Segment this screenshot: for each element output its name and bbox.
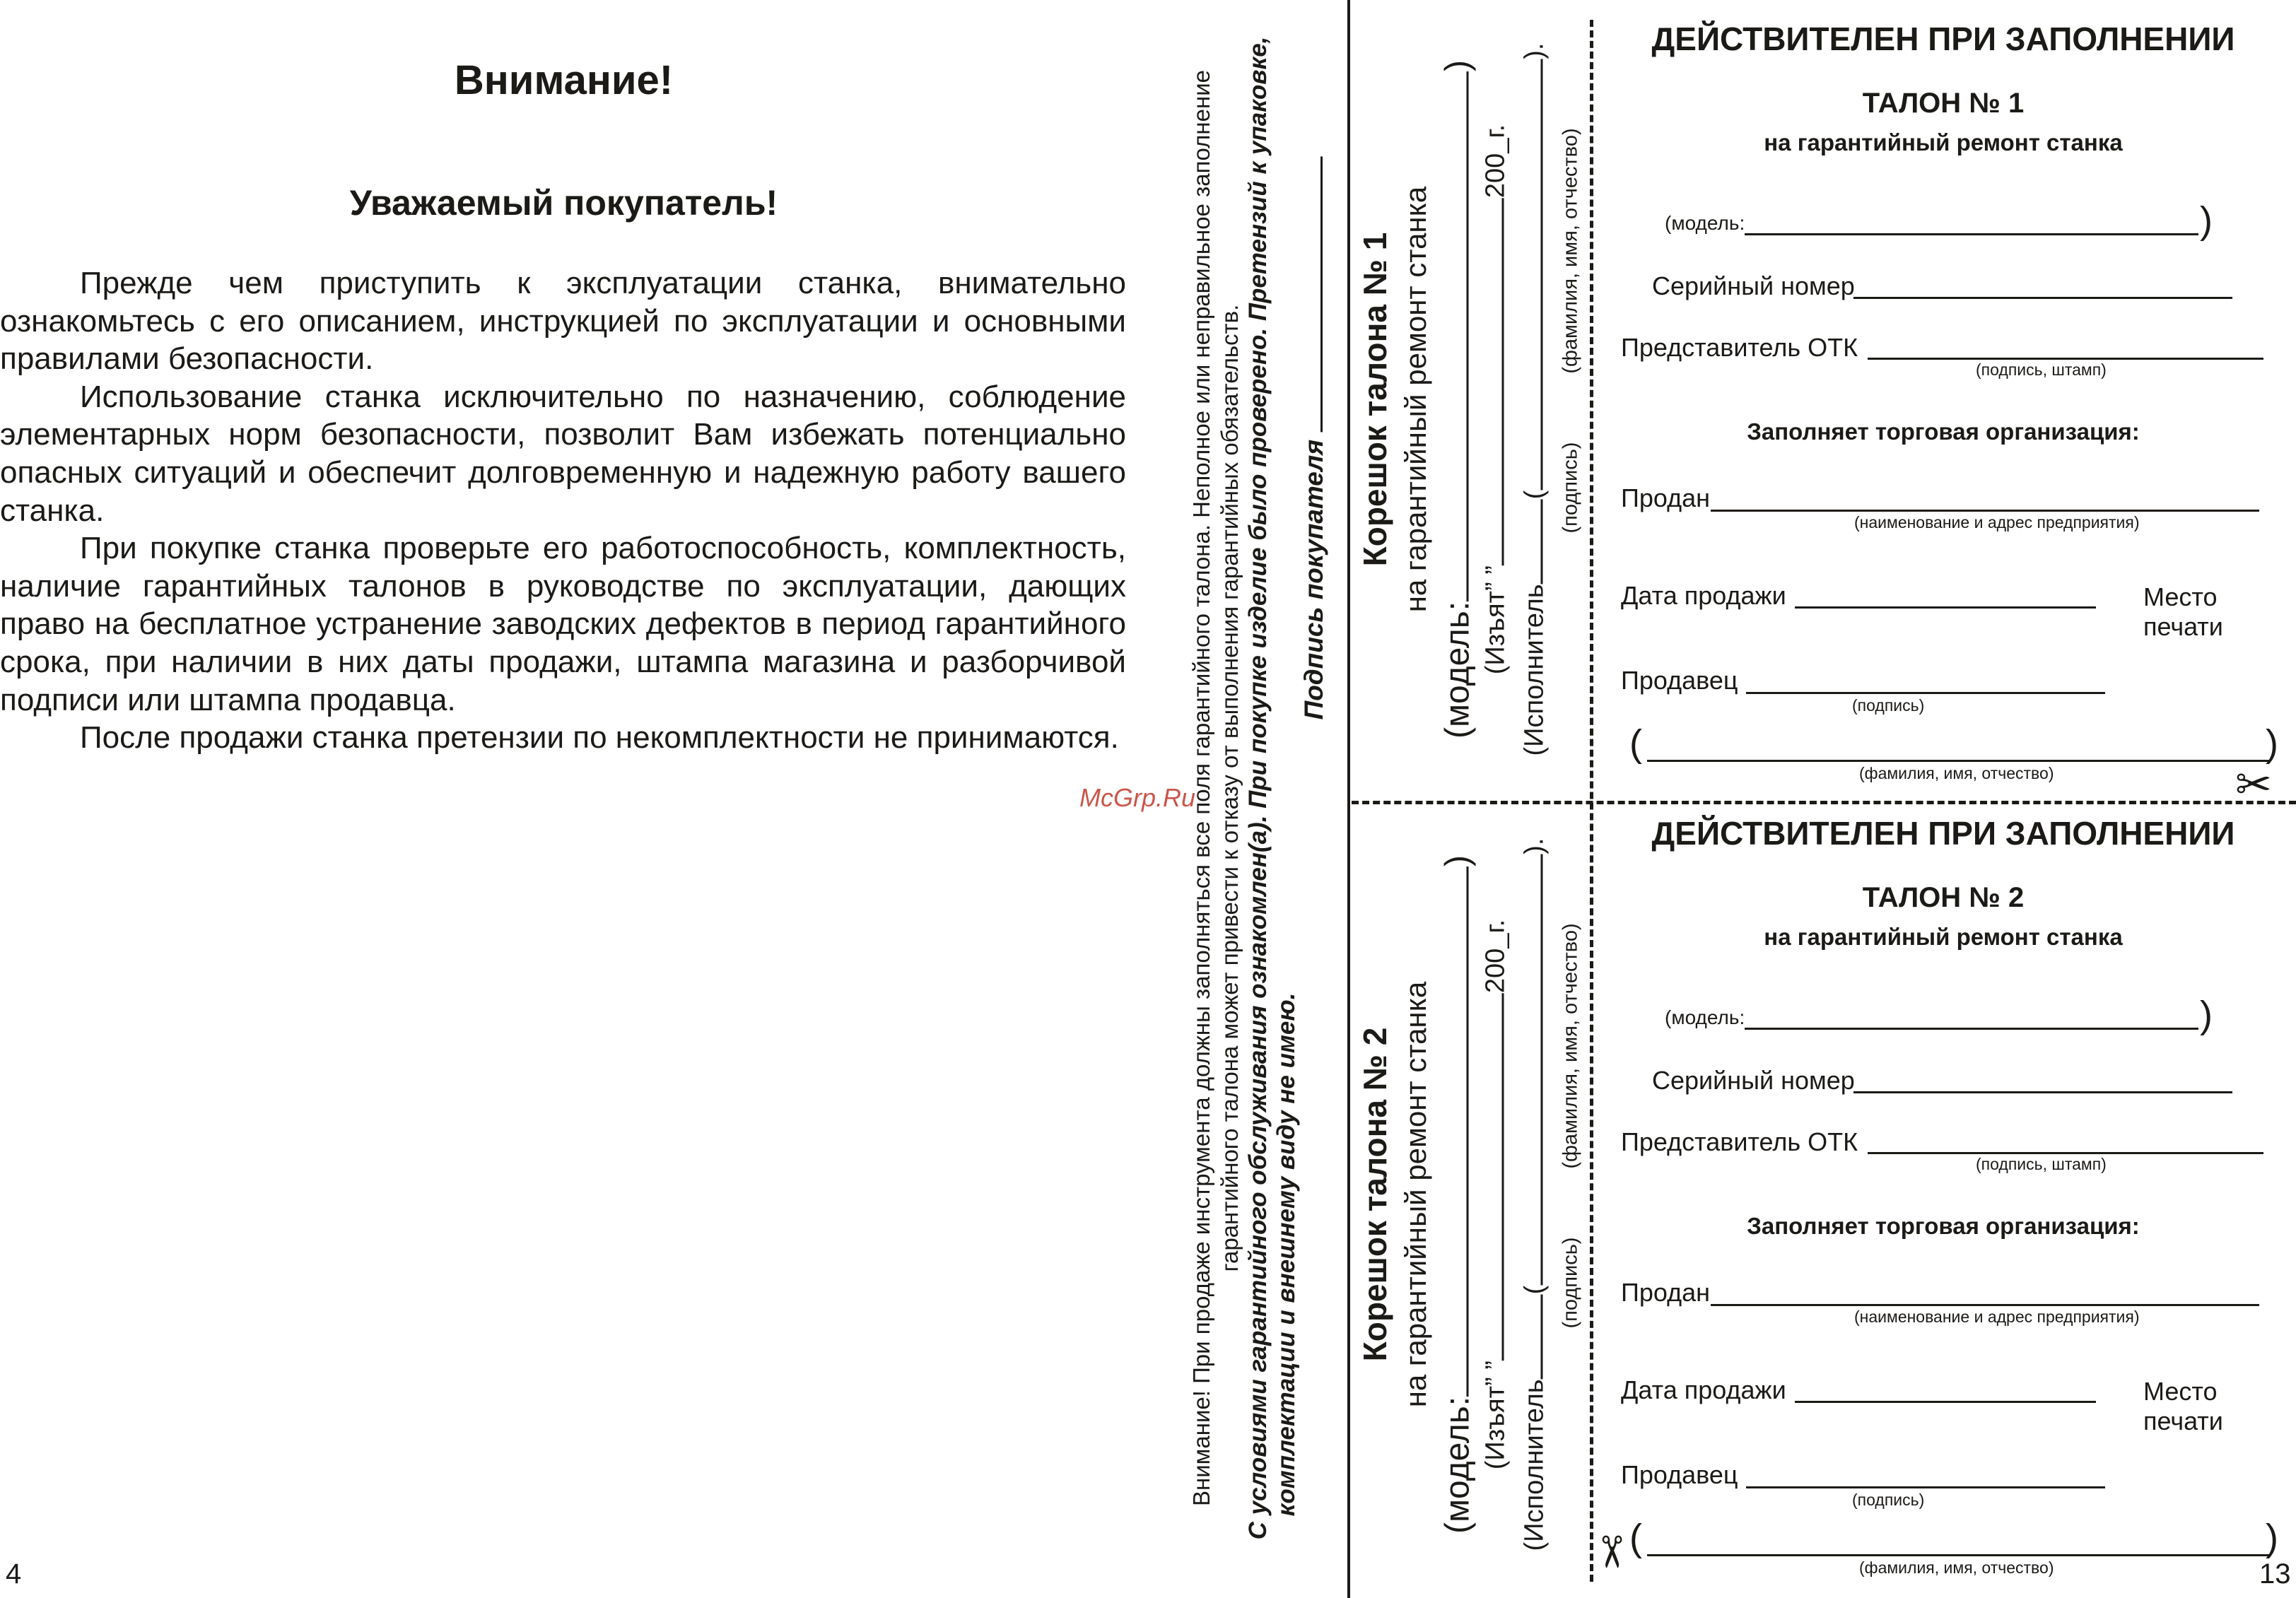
fio-paren-open: ( bbox=[1629, 722, 1642, 765]
notice-line-4: комплектации и внешнему виду не имею. bbox=[1272, 992, 1300, 1517]
seller-field[interactable] bbox=[1746, 692, 2105, 694]
stub-signature-caption: (подпись) bbox=[1559, 442, 1582, 534]
sold-caption: (наименование и адрес предприятия) bbox=[1854, 1308, 2140, 1326]
otk-field[interactable] bbox=[1868, 358, 2263, 360]
buyer-signature-label: Подпись покупателя bbox=[1298, 157, 1329, 720]
stub-title: Корешок талона № 2 bbox=[1357, 1027, 1393, 1362]
stub-subtitle: на гарантийный ремонт станка bbox=[1399, 186, 1432, 613]
date-field[interactable] bbox=[1795, 1401, 2096, 1403]
stub-executor: (Исполнитель(). bbox=[1519, 838, 1550, 1551]
otk-label: Представитель ОТК bbox=[1621, 1127, 1858, 1156]
model-field[interactable] bbox=[1745, 233, 2198, 235]
fio-caption: (фамилия, имя, отчество) bbox=[1859, 1558, 2054, 1577]
seller-caption: (подпись) bbox=[1852, 1491, 1925, 1509]
paragraph: Использование станка исключительно по назначению, соблюдение элементарных норм безопасности, позволит Вам избежать потенциально опасных ситуаций и обеспечит долговременную и надежную работу вашего станка. bbox=[0, 379, 1126, 528]
model-field[interactable] bbox=[1745, 1028, 2198, 1030]
paragraph: После продажи станка претензии по некомплектности не принимаются. bbox=[80, 720, 1119, 756]
date-label: Дата продажи bbox=[1621, 1375, 1786, 1404]
fold-line bbox=[1347, 0, 1350, 1598]
stub-name-line[interactable] bbox=[1518, 854, 1543, 1286]
stub-date-line[interactable] bbox=[1480, 198, 1504, 565]
stub-withdrawn: (Изъят” ”200_г. bbox=[1480, 124, 1511, 675]
stub-model: (модель:) bbox=[1439, 854, 1477, 1534]
model-paren-close: ) bbox=[2200, 199, 2213, 242]
serial-field[interactable] bbox=[1853, 297, 2232, 299]
seller-label: Продавец bbox=[1621, 666, 1738, 695]
fio-paren-close: ) bbox=[2266, 722, 2278, 765]
page-number-right: 13 bbox=[2259, 1558, 2291, 1590]
serial-label: Серийный номер bbox=[1652, 1066, 1855, 1095]
stamp-place-label: Место печати bbox=[2143, 1377, 2223, 1435]
notice-line-2: гарантийного талона может привести к отказу от выполнения гарантийных обязательств. bbox=[1217, 304, 1243, 1272]
seller-field[interactable] bbox=[1746, 1486, 2105, 1488]
trade-org-heading: Заполняет торговая организация: bbox=[1747, 1213, 2140, 1239]
watermark: McGrp.Ru bbox=[1079, 783, 1196, 812]
otk-caption: (подпись, штамп) bbox=[1976, 360, 2107, 379]
scissors-icon: ✂ bbox=[2235, 760, 2272, 809]
seller-caption: (подпись) bbox=[1852, 696, 1925, 715]
stub-name-caption: (фамилия, имя, отчество) bbox=[1559, 923, 1582, 1169]
stub-signature-caption: (подпись) bbox=[1559, 1237, 1582, 1329]
fio-paren-close: ) bbox=[2266, 1517, 2278, 1559]
stub-signature-line[interactable] bbox=[1518, 1294, 1543, 1379]
coupon-talon-number: ТАЛОН № 2 bbox=[1862, 882, 2025, 913]
fio-field[interactable] bbox=[1647, 760, 2269, 762]
otk-label: Представитель ОТК bbox=[1621, 333, 1858, 362]
coupon-talon-number: ТАЛОН № 1 bbox=[1862, 88, 2025, 119]
fio-caption: (фамилия, имя, отчество) bbox=[1859, 764, 2054, 782]
intro-text bbox=[0, 264, 1126, 757]
coupon-subtitle: на гарантийный ремонт станка bbox=[1764, 924, 2123, 950]
stub-date-line[interactable] bbox=[1480, 993, 1504, 1361]
fio-field[interactable] bbox=[1647, 1554, 2269, 1556]
coupon-subtitle: на гарантийный ремонт станка bbox=[1764, 129, 2123, 155]
stub-signature-line[interactable] bbox=[1518, 499, 1543, 584]
sold-field[interactable] bbox=[1711, 1304, 2259, 1306]
buyer-signature-line[interactable] bbox=[1298, 157, 1323, 433]
coupon-2 bbox=[1605, 794, 2282, 1593]
stub-name-caption: (фамилия, имя, отчество) bbox=[1559, 128, 1582, 374]
serial-label: Серийный номер bbox=[1652, 271, 1855, 300]
stub-model-line[interactable] bbox=[1444, 866, 1469, 1397]
stub-title: Корешок талона № 1 bbox=[1357, 232, 1393, 567]
stub-name-line[interactable] bbox=[1518, 59, 1543, 490]
scissors-icon: ✂ bbox=[1586, 1534, 1635, 1570]
otk-caption: (подпись, штамп) bbox=[1976, 1155, 2107, 1173]
page-title: Внимание! bbox=[454, 57, 674, 103]
stub-subtitle: на гарантийный ремонт станка bbox=[1399, 981, 1432, 1408]
sold-label: Продан bbox=[1621, 483, 1711, 512]
seller-label: Продавец bbox=[1621, 1460, 1738, 1489]
stub-withdrawn: (Изъят” ”200_г. bbox=[1480, 919, 1511, 1470]
fio-paren-open: ( bbox=[1629, 1517, 1642, 1559]
notice-line-1: Внимание! При продаже инструмента должны заполняться все поля гарантийного талона. Неполное или неправильное заполнение bbox=[1188, 70, 1214, 1506]
coupon-header: ДЕЙСТВИТЕЛЕН ПРИ ЗАПОЛНЕНИИ bbox=[1651, 815, 2235, 852]
page-number-left: 4 bbox=[6, 1558, 22, 1590]
sold-label: Продан bbox=[1621, 1278, 1711, 1307]
serial-field[interactable] bbox=[1853, 1091, 2232, 1093]
model-label: (модель: bbox=[1665, 1006, 1745, 1028]
stamp-place-label: Место печати bbox=[2143, 582, 2223, 641]
otk-field[interactable] bbox=[1868, 1152, 2263, 1154]
paragraph: При покупке станка проверьте его работоспособность, комплектность, наличие гарантийных талонов в руководстве по эксплуатации, дающих право на бесплатное устранение заводских дефектов в период гарантийного срока, при наличии в них даты продажи, штампа магазина и разборчивой подписи или штампа продавца. bbox=[0, 531, 1126, 717]
coupon-header: ДЕЙСТВИТЕЛЕН ПРИ ЗАПОЛНЕНИИ bbox=[1651, 20, 2235, 57]
model-paren-close: ) bbox=[2200, 994, 2213, 1036]
stub-model-line[interactable] bbox=[1444, 71, 1469, 601]
date-label: Дата продажи bbox=[1621, 581, 1786, 610]
paragraph: Прежде чем приступить к эксплуатации станка, внимательно ознакомьтесь с его описанием, инструкцией по эксплуатации и основными правилами безопасности. bbox=[0, 266, 1126, 377]
stub-executor: (Исполнитель(). bbox=[1519, 42, 1550, 756]
model-label: (модель: bbox=[1665, 212, 1745, 234]
notice-line-3: С условиями гарантийного обслуживания ознакомлен(а). При покупке изделие было проверено. Претензий к упаковке, bbox=[1244, 36, 1272, 1540]
stub-model: (модель:) bbox=[1439, 59, 1477, 739]
date-field[interactable] bbox=[1795, 606, 2096, 609]
trade-org-heading: Заполняет торговая организация: bbox=[1747, 418, 2140, 445]
greeting-heading: Уважаемый покупатель! bbox=[349, 183, 778, 223]
sold-caption: (наименование и адрес предприятия) bbox=[1854, 513, 2140, 531]
sold-field[interactable] bbox=[1711, 510, 2259, 512]
coupon-1 bbox=[1605, 0, 2282, 799]
